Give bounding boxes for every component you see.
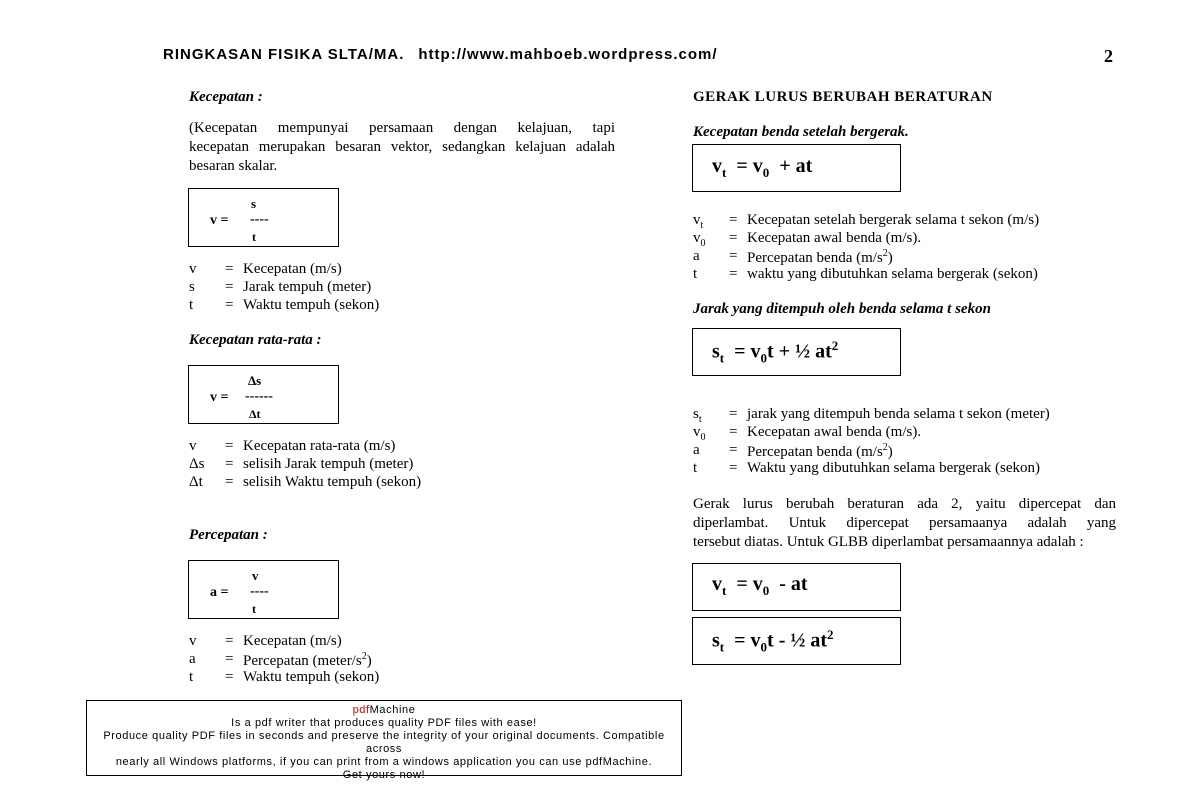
definition-list-vt [693,212,1113,284]
brand-red-text: pdf [352,704,370,716]
def-symbol: t [693,460,698,476]
formula-numerator: v [252,568,259,583]
def-text [747,248,893,267]
formula-subscript: 0 [762,583,770,598]
formula-part: t - ½ at [767,629,828,652]
formula-box-vt-diperlambat [692,563,901,611]
def-text-tail: ) [366,653,372,669]
formula-subscript: t [722,583,727,598]
formula-bar: ---- [250,212,269,227]
definition-list-rata-rata [189,438,489,492]
def-equals: = [225,651,234,667]
paragraph-line: Gerak lurus berubah beraturan ada 2, yaitu dipercepat dan [693,496,1116,512]
formula-box-rata-rata [188,365,339,424]
definition-list-kecepatan [189,261,489,315]
definition-row [189,297,489,315]
paragraph-kecepatan [189,119,615,176]
def-text: selisih Waktu tempuh (sekon) [243,474,422,490]
def-equals: = [729,248,738,264]
heading-percepatan: Percepatan : [189,527,268,543]
def-symbol-main: v [693,212,701,228]
def-equals: = [225,438,234,454]
heading-kecepatan: Kecepatan : [189,89,263,105]
formula-part: + at [779,155,813,177]
def-equals: = [225,297,234,313]
formula-part: v [712,155,722,177]
def-equals: = [729,266,738,282]
banner-brand [87,704,681,717]
def-equals: = [729,406,738,422]
def-text: Kecepatan rata-rata (m/s) [243,438,396,454]
def-text: Kecepatan awal benda (m/s). [747,424,922,440]
formula-part: = v [734,340,761,363]
definition-row [693,230,1113,248]
heading-glbb: GERAK LURUS BERUBAH BERATURAN [693,89,993,105]
def-equals: = [225,633,234,649]
formula-part: = v [734,629,761,652]
paragraph-glbb [693,495,1116,552]
formula-subscript: t [719,350,725,366]
def-subscript: t [700,220,704,231]
formula-box-vt [692,144,901,192]
def-text: Waktu tempuh (sekon) [243,297,380,313]
def-symbol: a [693,442,700,458]
def-symbol: v [189,438,197,454]
banner-line: Produce quality PDF files in seconds and preserve the integrity of your original documents. Compatible across [103,730,665,755]
paragraph-line: besaran skalar. [189,158,278,174]
formula-part: v [712,573,722,595]
def-text: jarak yang ditempuh benda selama t sekon (meter) [747,406,1050,422]
formula-subscript: t [722,165,727,180]
def-superscript: 2 [361,651,367,662]
formula-denominator: t [252,602,256,616]
definition-row [693,406,1113,424]
formula-superscript: 2 [831,338,839,353]
formula-part: s [712,340,720,363]
def-symbol: Δs [189,456,205,472]
def-subscript: t [698,414,702,425]
definition-list-st [693,406,1113,478]
paragraph-line: (Kecepatan mempunyai persamaan dengan kelajuan, tapi [189,120,615,136]
definition-row [189,261,489,279]
formula-numerator: Δs [248,373,262,388]
definition-row [189,279,489,297]
definition-row [693,460,1113,478]
def-equals: = [225,669,234,685]
def-text [243,651,372,670]
def-symbol: a [189,651,196,667]
def-symbol-main: s [693,406,699,422]
formula-lhs: a = [210,585,229,600]
def-equals: = [729,442,738,458]
formula-lhs: v = [210,213,229,228]
formula-subscript: 0 [762,165,770,180]
def-equals: = [225,474,234,490]
subheading-jarak: Jarak yang ditempuh oleh benda selama t sekon [693,301,991,317]
def-superscript: 2 [882,248,888,259]
def-symbol: Δt [189,474,203,490]
formula-subscript: t [719,639,725,655]
def-text-main: Percepatan benda (m/s [747,444,883,460]
def-symbol [693,406,702,425]
formula-superscript: 2 [827,627,834,642]
def-symbol: t [189,669,194,685]
def-symbol: s [189,279,195,295]
formula-part: - at [779,573,808,595]
def-text [747,442,893,461]
definition-row [693,212,1113,230]
def-text-main: Percepatan benda (m/s [747,250,883,266]
def-equals: = [225,456,234,472]
def-symbol-main: v [693,230,701,246]
formula-subscript: 0 [760,350,768,366]
heading-kecepatan-rata-rata: Kecepatan rata-rata : [189,332,322,348]
header-url[interactable]: http://www.mahboeb.wordpress.com/ [418,46,718,63]
banner-line: Is a pdf writer that produces quality PDF files with ease! [231,717,537,729]
def-text: selisih Jarak tempuh (meter) [243,456,414,472]
formula-box-st [692,328,901,376]
def-equals: = [225,279,234,295]
pdfmachine-banner[interactable] [86,700,682,781]
banner-line: nearly all Windows platforms, if you can print from a windows application you can use pdfMachine. [115,756,653,768]
paragraph-line: tersebut diatas. Untuk GLBB diperlambat persamaannya adalah : [693,534,1084,550]
def-text: Jarak tempuh (meter) [243,279,372,295]
def-symbol: a [693,248,700,264]
formula-subscript: 0 [760,639,768,655]
def-equals: = [729,212,738,228]
def-text: Waktu yang dibutuhkan selama bergerak (sekon) [747,460,1041,476]
def-text: waktu yang dibutuhkan selama bergerak (sekon) [747,266,1038,282]
def-equals: = [729,230,738,246]
definition-row [693,266,1113,284]
def-text: Waktu tempuh (sekon) [243,669,380,685]
definition-row [189,456,489,474]
def-subscript: 0 [700,432,706,443]
formula-denominator: Δt [249,407,261,421]
def-text: Kecepatan awal benda (m/s). [747,230,922,246]
def-subscript: 0 [700,238,706,249]
def-symbol: v [189,261,197,277]
def-symbol [693,212,703,231]
formula-vt [712,155,812,181]
def-text: Kecepatan (m/s) [243,261,342,277]
formula-denominator: t [252,230,256,244]
def-symbol [693,230,706,249]
definition-row [693,442,1113,460]
header-title: RINGKASAN FISIKA SLTA/MA. [163,46,405,63]
def-equals: = [225,261,234,277]
formula-lhs: v = [210,390,229,405]
def-text-main: Percepatan (meter/s [243,653,362,669]
formula-numerator: s [251,196,257,211]
definition-list-percepatan [189,633,489,687]
formula-vt-diperlambat [712,573,808,599]
def-text-tail: ) [887,250,893,266]
formula-box-kecepatan [188,188,339,247]
formula-part: t + ½ at [767,340,832,363]
def-symbol-main: v [693,424,701,440]
banner-line: Get yours now! [342,769,426,781]
formula-st [712,338,838,367]
def-symbol: v [189,633,197,649]
formula-bar: ------ [245,389,273,404]
definition-row [189,438,489,456]
def-text-tail: ) [887,444,893,460]
formula-box-st-diperlambat [692,617,901,665]
def-equals: = [729,424,738,440]
subheading-kecepatan-akhir: Kecepatan benda setelah bergerak. [693,124,909,140]
def-text: Kecepatan (m/s) [243,633,342,649]
def-symbol: t [189,297,194,313]
paragraph-line: kecepatan merupakan besaran vektor, sedangkan kelajuan adalah [189,139,615,155]
brand-black-text: Machine [369,704,416,716]
formula-box-percepatan [188,560,339,619]
page-header [163,46,718,63]
formula-part: s [712,629,720,652]
def-superscript: 2 [882,442,888,453]
definition-row [189,669,489,687]
formula-part: = v [736,573,763,595]
def-equals: = [729,460,738,476]
page-number: 2 [1104,46,1113,66]
paragraph-line: diperlambat. Untuk dipercepat persamaanya adalah yang [693,515,1116,531]
definition-row [189,633,489,651]
definition-row [693,248,1113,266]
definition-row [189,474,489,492]
def-symbol [693,424,706,443]
definition-row [693,424,1113,442]
formula-st-diperlambat [712,627,834,656]
definition-row [189,651,489,669]
def-text: Kecepatan setelah bergerak selama t sekon (m/s) [747,212,1040,228]
formula-bar: ---- [250,584,269,599]
formula-part: = v [736,155,763,177]
def-symbol: t [693,266,698,282]
